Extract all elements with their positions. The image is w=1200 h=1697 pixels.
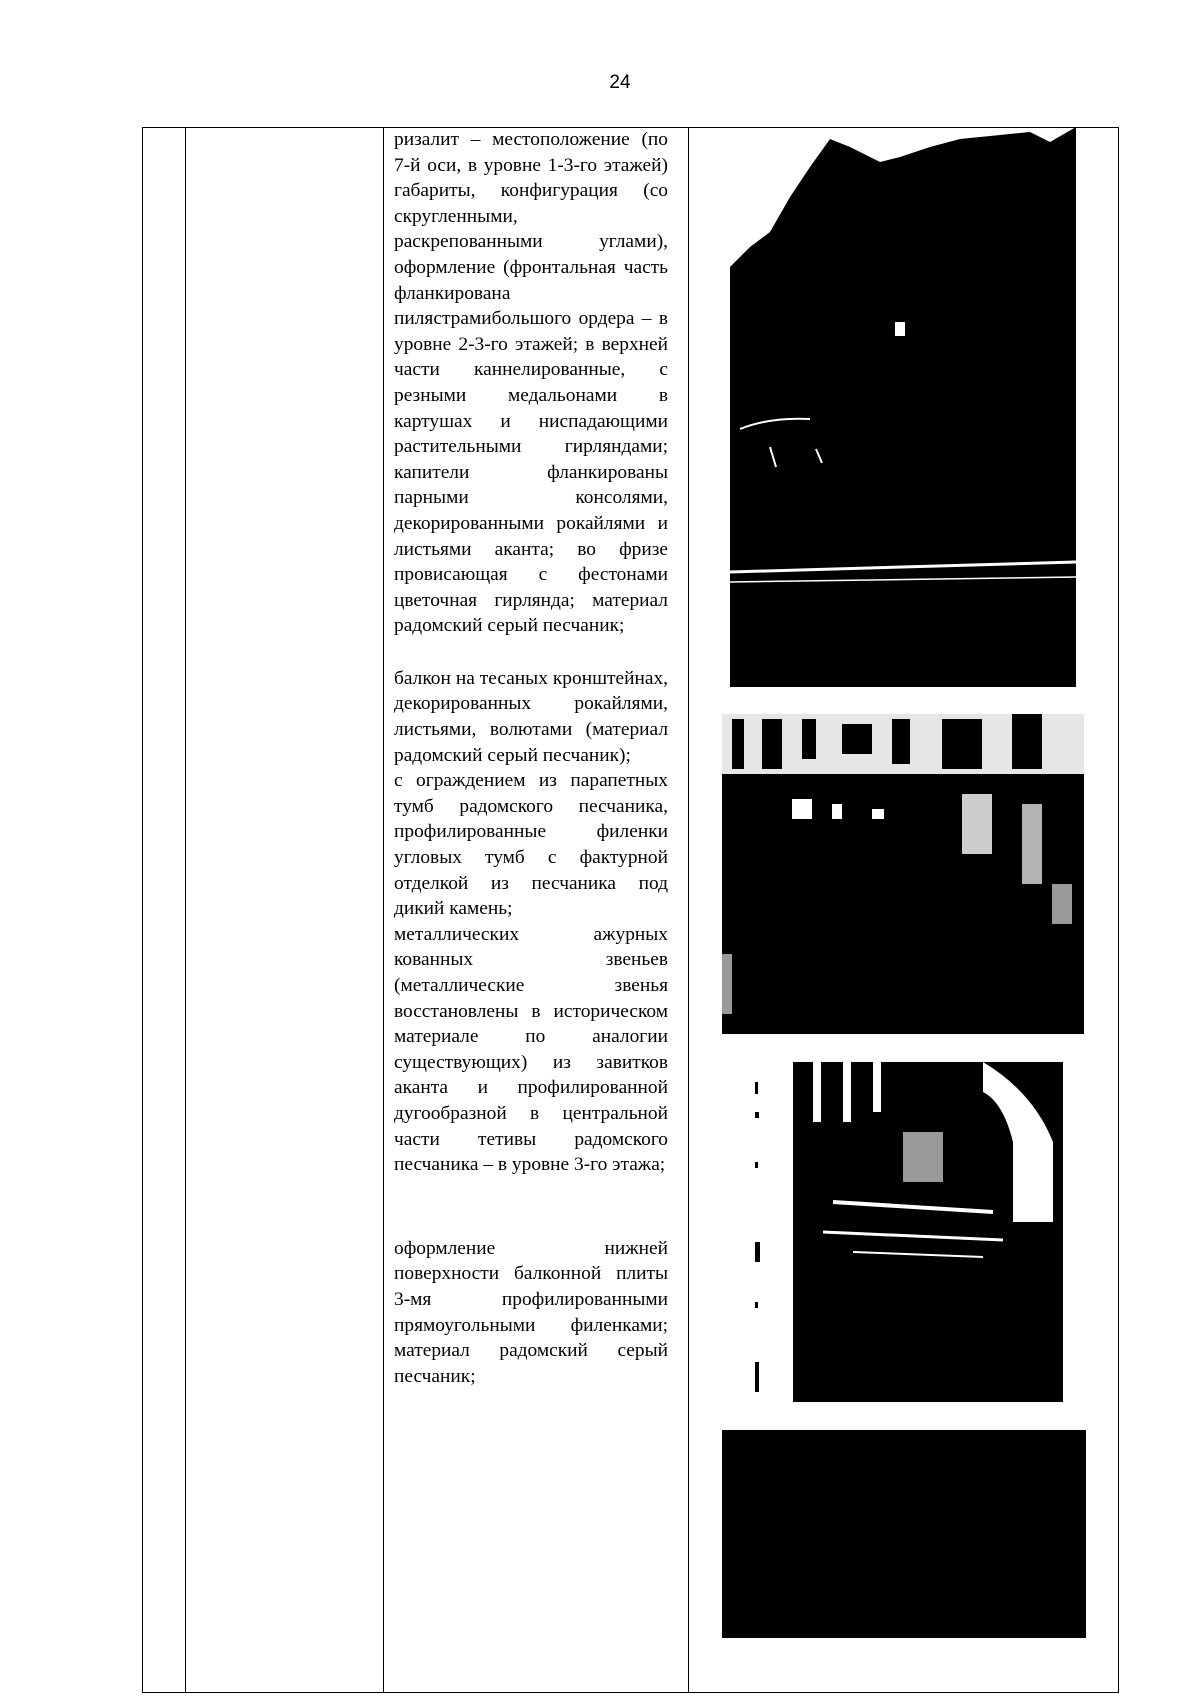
photo-risalit bbox=[730, 127, 1076, 687]
column-divider-3 bbox=[688, 128, 689, 1692]
column-divider-2 bbox=[383, 128, 384, 1692]
paragraph-railing: с ограждением из парапетных тумб радомского песчаника, профилированные филенки угловых тумб с фактурной отделкой из песчаника под дикий камень; bbox=[394, 770, 668, 920]
column-divider-1 bbox=[185, 128, 186, 1692]
page-number: 24 bbox=[609, 72, 631, 93]
photo-slab bbox=[722, 1430, 1086, 1638]
photo-railing bbox=[753, 1062, 1071, 1402]
photo-balcony bbox=[722, 714, 1084, 1034]
paragraph-metal-links: металлических ажурных кованных звеньев (металлические звенья восстановлены в историческом материале по аналогии существующих) из завитков аканта и профилированной дугообразной в центральной части тетивы радомского песчаника – в уровне 3-го этажа; bbox=[394, 923, 668, 1176]
description-cell bbox=[394, 127, 668, 1389]
paragraph-risalit: ризалит – местоположение (по 7-й оси, в уровне 1-3-го этажей) габариты, конфигурация (со скругленными, раскрепованными углами), оформление (фронтальная часть фланкирована пилястрамибольшого ордера – в уровне 2-3-го этажей; в верхней части каннелированные, с резными медальонами в картушах и ниспадающими растительными гирляндами; капители фланкированы парными консолями, декорированными рокайлями и листьями аканта; во фризе провисающая с фестонами цветочная гирлянда; материал радомский серый песчаник; bbox=[394, 129, 668, 637]
paragraph-slab: оформление нижней поверхности балконной плиты 3-мя профилированными прямоугольными филенками; материал радомский серый песчаник; bbox=[394, 1237, 668, 1387]
paragraph-balcony: балкон на тесаных кронштейнах, декорированных рокайлями, листьями, волютами (материал радомский серый песчаник); bbox=[394, 667, 668, 766]
